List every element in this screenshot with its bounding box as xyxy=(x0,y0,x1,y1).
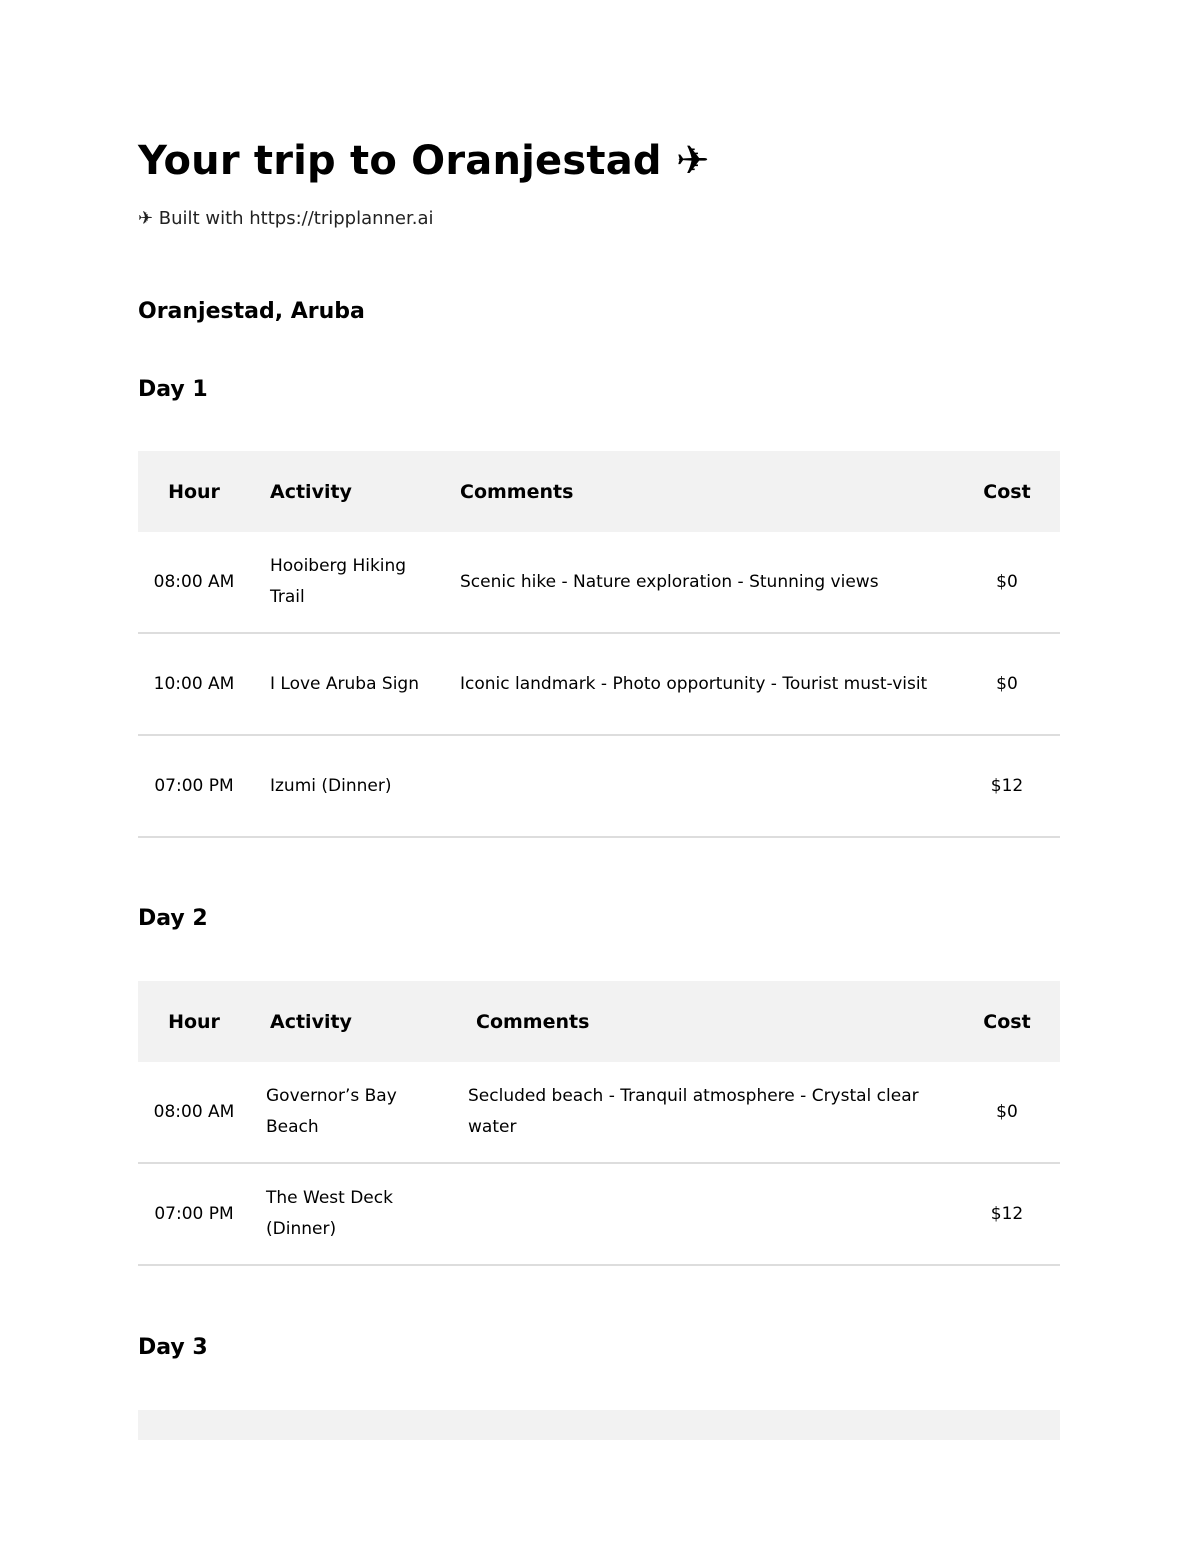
activity-cell: Izumi (Dinner) xyxy=(250,735,460,837)
cost-cell: $12 xyxy=(954,735,1060,837)
table-row xyxy=(138,1062,1060,1163)
table-row xyxy=(138,633,1060,735)
hour-header: Hour xyxy=(168,480,220,503)
activity-cell: The West Deck (Dinner) xyxy=(250,1163,468,1265)
comments-header: Comments xyxy=(476,1010,590,1033)
activity-cell: Governor’s Bay Beach xyxy=(250,1062,468,1163)
day-3-table-header xyxy=(138,1410,1060,1440)
activity-header: Activity xyxy=(270,1010,352,1033)
day-3-title: Day 3 xyxy=(138,1335,208,1360)
activity-cell: I Love Aruba Sign xyxy=(250,633,460,735)
comments-cell xyxy=(460,735,954,837)
cost-cell: $0 xyxy=(954,532,1060,633)
table-row xyxy=(138,532,1060,633)
activity-cell: Hooiberg Hiking Trail xyxy=(250,532,460,633)
table-row xyxy=(138,735,1060,837)
cost-cell: $0 xyxy=(954,1062,1060,1163)
cost-header: Cost xyxy=(983,480,1031,503)
table-row xyxy=(138,1163,1060,1265)
hour-cell: 08:00 AM xyxy=(138,1062,250,1163)
comments-cell: Secluded beach - Tranquil atmosphere - Crystal clear water xyxy=(468,1062,954,1163)
page-title: Your trip to Oranjestad ✈ xyxy=(138,138,710,184)
cost-cell: $0 xyxy=(954,633,1060,735)
day-2-table xyxy=(138,981,1060,1266)
comments-cell xyxy=(468,1163,954,1265)
hour-cell: 07:00 PM xyxy=(138,1163,250,1265)
built-with-note: ✈ Built with https://tripplanner.ai xyxy=(138,208,434,229)
hour-cell: 10:00 AM xyxy=(138,633,250,735)
table-header-row xyxy=(138,451,1060,532)
day-2-title: Day 2 xyxy=(138,906,208,931)
day-1-table xyxy=(138,451,1060,838)
location-heading: Oranjestad, Aruba xyxy=(138,299,365,324)
cost-cell: $12 xyxy=(954,1163,1060,1265)
hour-cell: 07:00 PM xyxy=(138,735,250,837)
hour-cell: 08:00 AM xyxy=(138,532,250,633)
hour-header: Hour xyxy=(168,1010,220,1033)
table-header-row xyxy=(138,981,1060,1062)
day-1-title: Day 1 xyxy=(138,377,208,402)
activity-header: Activity xyxy=(270,480,352,503)
cost-header: Cost xyxy=(983,1010,1031,1033)
comments-header: Comments xyxy=(460,480,574,503)
comments-cell: Iconic landmark - Photo opportunity - Tourist must-visit xyxy=(460,633,954,735)
comments-cell: Scenic hike - Nature exploration - Stunning views xyxy=(460,532,954,633)
